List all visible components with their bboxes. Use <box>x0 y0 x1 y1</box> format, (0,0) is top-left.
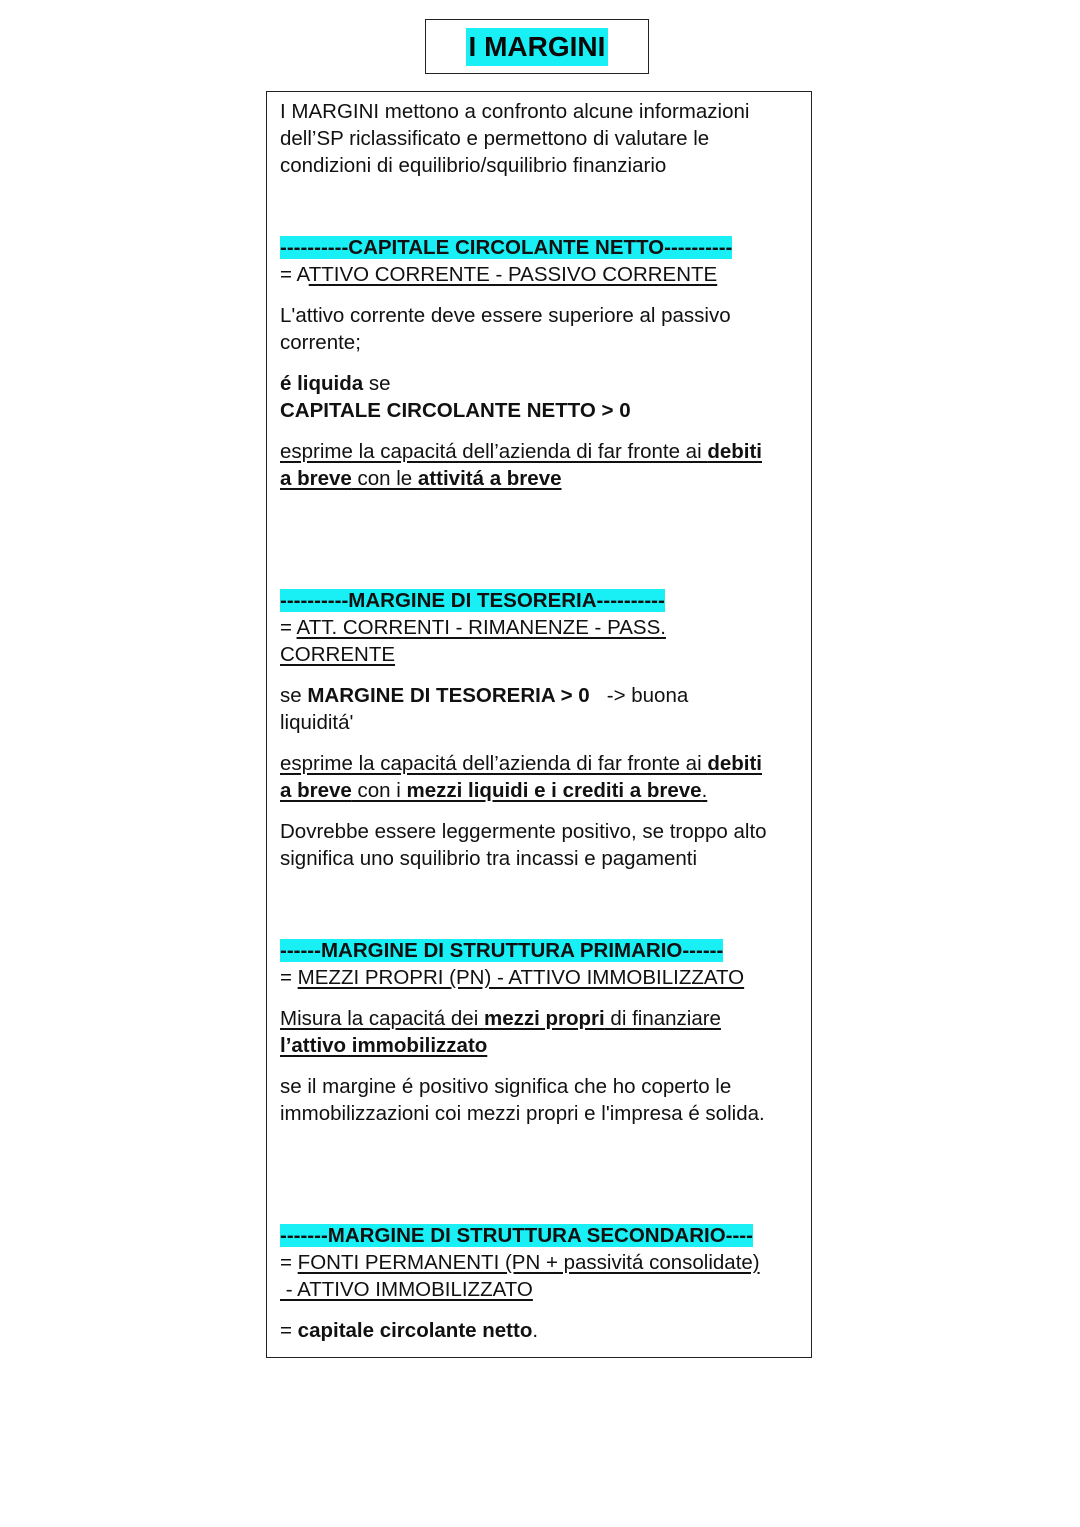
content-box <box>266 91 812 1358</box>
mt-note: Dovrebbe essere leggermente positivo, se troppo alto <box>280 820 767 843</box>
ccn-section <box>280 234 799 492</box>
msp-heading: ------MARGINE DI STRUTTURA PRIMARIO------ <box>280 939 724 962</box>
intro-section <box>280 98 799 179</box>
mt-heading: ----------MARGINE DI TESORERIA---------- <box>280 589 665 612</box>
mt-expression: esprime la capacitá dell’azienda di far fronte ai debiti <box>280 752 762 775</box>
msp-measure: l’attivo immobilizzato <box>280 1034 488 1057</box>
ccn-note: L'attivo corrente deve essere superiore al passivo <box>280 304 731 327</box>
ccn-expression: esprime la capacitá dell’azienda di far fronte ai debiti <box>280 440 762 463</box>
ccn-condition: CAPITALE CIRCOLANTE NETTO > 0 <box>280 399 631 422</box>
mss-result: = capitale circolante netto. <box>280 1319 539 1342</box>
msp-note: immobilizzazioni coi mezzi propri e l'impresa é solida. <box>280 1102 765 1125</box>
ccn-note: corrente; <box>280 331 361 354</box>
page-title: I MARGINI <box>466 28 609 66</box>
mss-formula: - ATTIVO IMMOBILIZZATO <box>280 1278 533 1301</box>
mss-heading: -------MARGINE DI STRUTTURA SECONDARIO---- <box>280 1224 753 1247</box>
mt-formula: = ATT. CORRENTI - RIMANENZE - PASS. <box>280 616 666 639</box>
ccn-heading: ----------CAPITALE CIRCOLANTE NETTO---------- <box>280 236 733 259</box>
intro-line: dell’SP riclassificato e permettono di valutare le <box>280 127 710 150</box>
mt-condition: se MARGINE DI TESORERIA > 0 -> buona <box>280 684 689 707</box>
mss-section <box>280 1222 799 1344</box>
ccn-liquid: é liquida se <box>280 372 391 395</box>
msp-measure: Misura la capacitá dei mezzi propri di finanziare <box>280 1007 721 1030</box>
mt-formula: CORRENTE <box>280 643 396 666</box>
mss-formula: = FONTI PERMANENTI (PN + passivitá consolidate) <box>280 1251 760 1274</box>
title-box <box>425 19 649 74</box>
msp-note: se il margine é positivo significa che ho coperto le <box>280 1075 732 1098</box>
intro-line: condizioni di equilibrio/squilibrio finanziario <box>280 154 667 177</box>
mt-section <box>280 587 799 872</box>
mt-condition: liquiditá' <box>280 711 354 734</box>
msp-section <box>280 937 799 1127</box>
ccn-formula: = ATTIVO CORRENTE - PASSIVO CORRENTE <box>280 263 718 286</box>
ccn-expression: a breve con le attivitá a breve <box>280 467 562 490</box>
msp-formula: = MEZZI PROPRI (PN) - ATTIVO IMMOBILIZZATO <box>280 966 745 989</box>
intro-line: I MARGINI mettono a confronto alcune informazioni <box>280 100 750 123</box>
mt-note: significa uno squilibrio tra incassi e pagamenti <box>280 847 698 870</box>
mt-expression: a breve con i mezzi liquidi e i crediti a breve. <box>280 779 708 802</box>
